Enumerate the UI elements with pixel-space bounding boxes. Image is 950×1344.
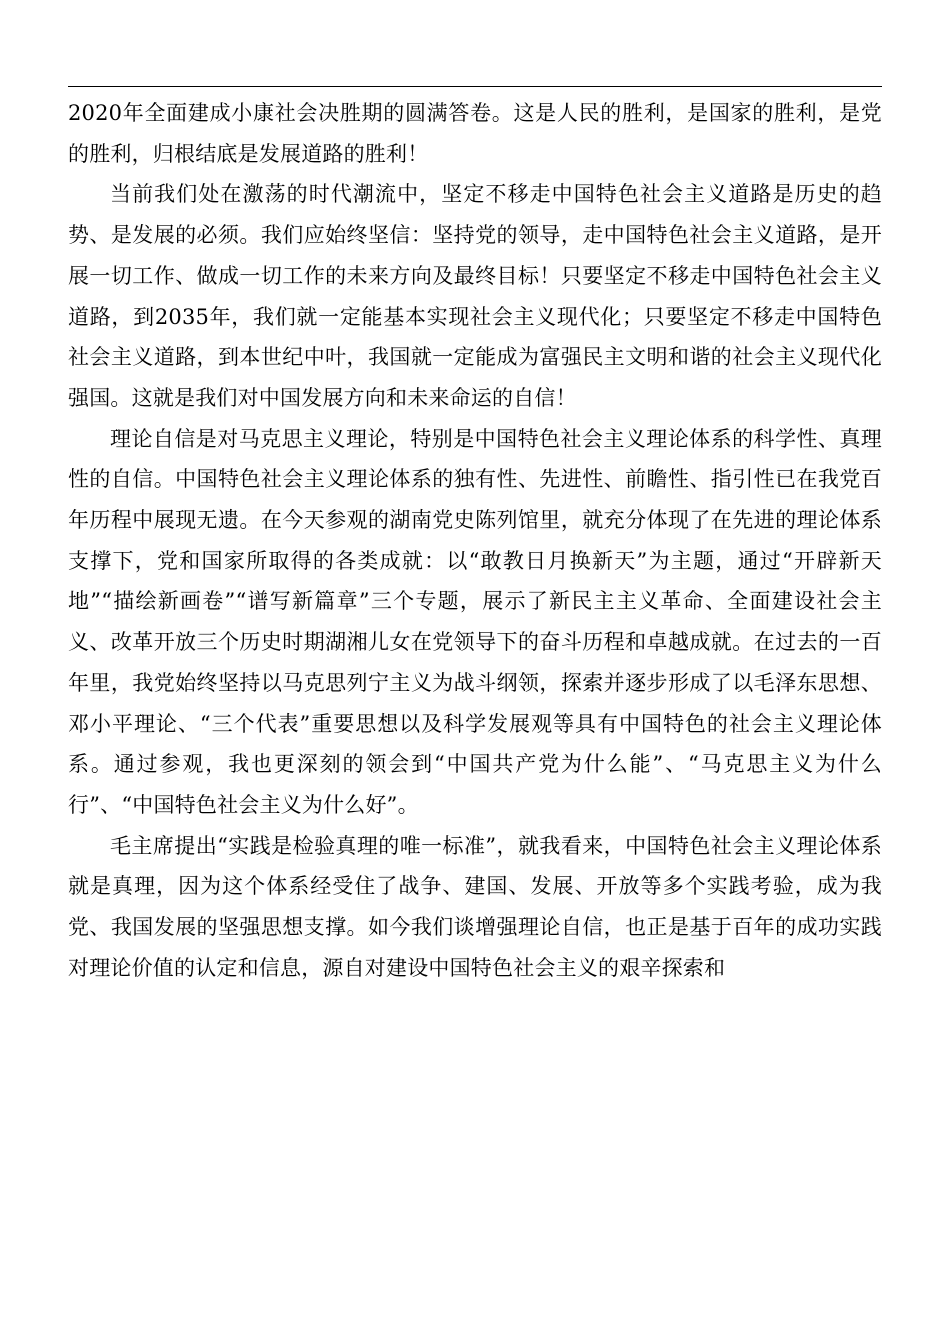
header-rule (68, 86, 882, 87)
paragraph-3: 理论自信是对马克思主义理论，特别是中国特色社会主义理论体系的科学性、真理性的自信。中国特色社会主义理论体系的独有性、先进性、前瞻性、指引性已在我党百年历程中展现无遗。在今天参观的湖南党史陈列馆里，就充分体现了在先进的理论体系支撑下，党和国家所取得的各类成就：以“敢教日月换新天”为主题，通过“开辟新天地”“描绘新画卷”“谱写新篇章”三个专题，展示了新民主主义革命、全面建设社会主义、改革开放三个历史时期湖湘儿女在党领导下的奋斗历程和卓越成就。在过去的一百年里，我党始终坚持以马克思列宁主义为战斗纲领，探索并逐步形成了以毛泽东思想、邓小平理论、“三个代表”重要思想以及科学发展观等具有中国特色的社会主义理论体系。通过参观，我也更深刻的领会到“中国共产党为什么能”、“马克思主义为什么行”、“中国特色社会主义为什么好”。 (68, 426, 882, 817)
paragraph-1: 2020年全面建成小康社会决胜期的圆满答卷。这是人民的胜利，是国家的胜利，是党的胜利，归根结底是发展道路的胜利！ (68, 101, 882, 166)
paragraph-2: 当前我们处在激荡的时代潮流中，坚定不移走中国特色社会主义道路是历史的趋势、是发展的必须。我们应始终坚信：坚持党的领导，走中国特色社会主义道路，是开展一切工作、做成一切工作的未来方向及最终目标！只要坚定不移走中国特色社会主义道路，到2035年，我们就一定能基本实现社会主义现代化；只要坚定不移走中国特色社会主义道路，到本世纪中叶，我国就一定能成为富强民主文明和谐的社会主义现代化强国。这就是我们对中国发展方向和未来命运的自信！ (68, 182, 882, 410)
paragraph-4: 毛主席提出“实践是检验真理的唯一标准”，就我看来，中国特色社会主义理论体系就是真理，因为这个体系经受住了战争、建国、发展、开放等多个实践考验，成为我党、我国发展的坚强思想支撑。如今我们谈增强理论自信，也正是基于百年的成功实践对理论价值的认定和信息，源自对建设中国特色社会主义的艰辛探索和 (68, 833, 882, 980)
document-body (68, 93, 882, 988)
